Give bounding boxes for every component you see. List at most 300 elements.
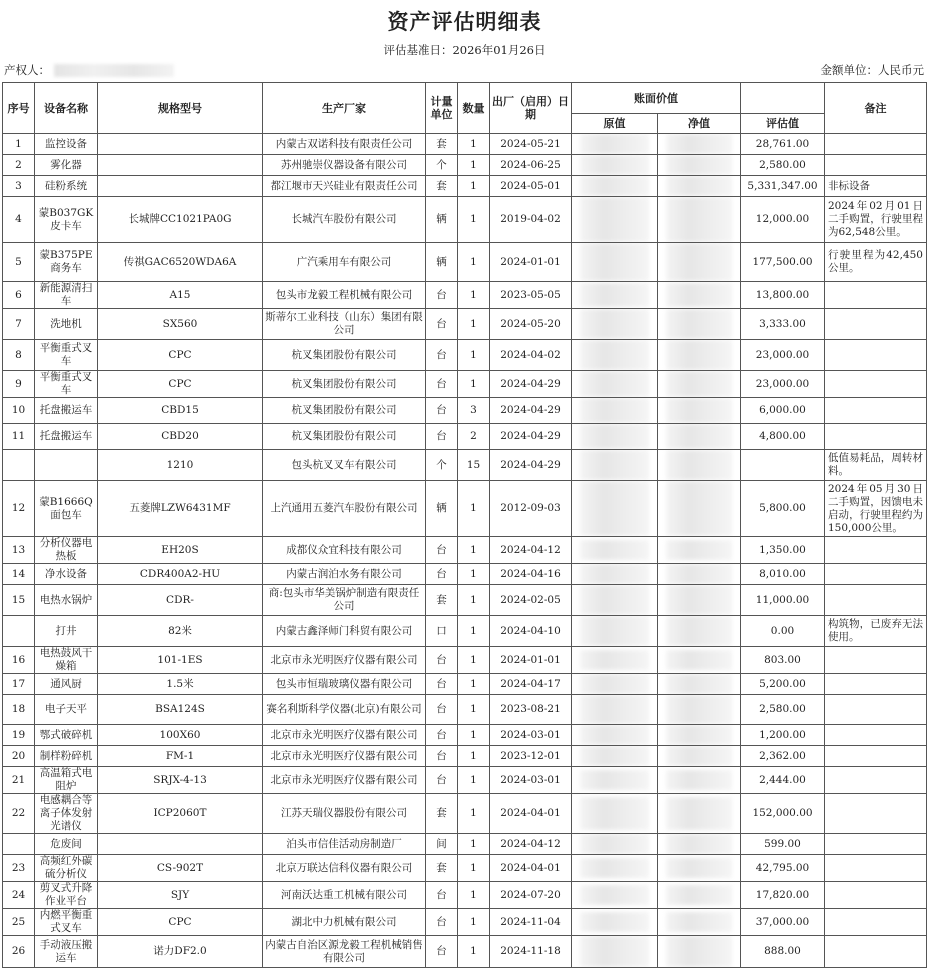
remark-cell xyxy=(825,725,927,746)
seq-cell: 15 xyxy=(3,585,35,616)
seq-cell: 23 xyxy=(3,855,35,882)
seq-cell: 2 xyxy=(3,155,35,176)
qty-cell: 1 xyxy=(458,767,490,794)
unit-cell: 台 xyxy=(426,882,458,909)
qty-cell: 1 xyxy=(458,616,490,647)
original-redacted xyxy=(572,834,658,855)
remark-cell xyxy=(825,909,927,936)
unit-cell: 台 xyxy=(426,564,458,585)
seq-cell xyxy=(3,450,35,481)
asset-table xyxy=(2,82,927,968)
seq-cell: 22 xyxy=(3,794,35,834)
maker-cell: 北京市永光明医疗仪器有限公司 xyxy=(263,767,426,794)
net-redacted xyxy=(658,585,741,616)
table-row xyxy=(3,424,927,450)
original-redacted xyxy=(572,309,658,340)
date-cell: 2024-04-01 xyxy=(490,794,572,834)
model-cell: SJY xyxy=(98,882,263,909)
name-cell: 内燃平衡重式叉车 xyxy=(35,909,98,936)
appraised-cell: 28,761.00 xyxy=(741,134,825,155)
net-redacted xyxy=(658,197,741,243)
unit-cell: 台 xyxy=(426,398,458,424)
date-cell: 2023-05-05 xyxy=(490,282,572,309)
unit-cell: 套 xyxy=(426,585,458,616)
appraised-cell: 599.00 xyxy=(741,834,825,855)
model-cell xyxy=(98,134,263,155)
qty-cell: 15 xyxy=(458,450,490,481)
remark-cell xyxy=(825,537,927,564)
name-cell: 危废间 xyxy=(35,834,98,855)
maker-cell: 都江堰市天兴硅业有限责任公司 xyxy=(263,176,426,197)
original-redacted xyxy=(572,725,658,746)
maker-cell: 湖北中力机械有限公司 xyxy=(263,909,426,936)
date-cell: 2024-07-20 xyxy=(490,882,572,909)
table-row xyxy=(3,794,927,834)
seq-cell: 20 xyxy=(3,746,35,767)
qty-cell: 1 xyxy=(458,674,490,695)
date-cell: 2024-04-12 xyxy=(490,834,572,855)
appraised-cell: 0.00 xyxy=(741,616,825,647)
model-cell: CPC xyxy=(98,909,263,936)
table-row xyxy=(3,855,927,882)
model-cell: CDR- xyxy=(98,585,263,616)
name-cell: 平衡重式叉车 xyxy=(35,371,98,398)
net-redacted xyxy=(658,340,741,371)
table-row xyxy=(3,537,927,564)
table-row xyxy=(3,936,927,968)
original-redacted xyxy=(572,340,658,371)
seq-cell xyxy=(3,834,35,855)
name-cell: 平衡重式叉车 xyxy=(35,340,98,371)
net-redacted xyxy=(658,564,741,585)
table-row xyxy=(3,481,927,537)
name-cell: 托盘搬运车 xyxy=(35,398,98,424)
seq-cell: 25 xyxy=(3,909,35,936)
original-redacted xyxy=(572,450,658,481)
original-redacted xyxy=(572,794,658,834)
net-redacted xyxy=(658,882,741,909)
model-cell: CBD15 xyxy=(98,398,263,424)
table-row xyxy=(3,767,927,794)
original-redacted xyxy=(572,424,658,450)
maker-cell: 内蒙古鑫泽师门科贸有限公司 xyxy=(263,616,426,647)
name-cell: 鄂式破碎机 xyxy=(35,725,98,746)
seq-cell: 13 xyxy=(3,537,35,564)
original-redacted xyxy=(572,882,658,909)
table-row xyxy=(3,882,927,909)
unit-cell: 套 xyxy=(426,794,458,834)
remark-cell xyxy=(825,564,927,585)
remark-cell: 低值易耗品，周转材料。 xyxy=(825,450,927,481)
appraised-cell: 2,580.00 xyxy=(741,155,825,176)
appraised-cell: 11,000.00 xyxy=(741,585,825,616)
original-redacted xyxy=(572,398,658,424)
model-cell: CPC xyxy=(98,340,263,371)
qty-cell: 1 xyxy=(458,176,490,197)
maker-cell: 斯蒂尔工业科技（山东）集团有限公司 xyxy=(263,309,426,340)
date-cell: 2024-03-01 xyxy=(490,725,572,746)
original-redacted xyxy=(572,767,658,794)
unit-cell: 台 xyxy=(426,909,458,936)
model-cell: 101-1ES xyxy=(98,647,263,674)
net-redacted xyxy=(658,155,741,176)
qty-cell: 1 xyxy=(458,725,490,746)
date-cell: 2023-08-21 xyxy=(490,695,572,725)
net-redacted xyxy=(658,176,741,197)
appraised-cell: 23,000.00 xyxy=(741,371,825,398)
name-cell: 分析仪器电热板 xyxy=(35,537,98,564)
name-cell: 电感耦合等离子体发射光谱仪 xyxy=(35,794,98,834)
maker-cell: 内蒙古自治区源龙毅工程机械销售有限公司 xyxy=(263,936,426,968)
date-cell: 2024-04-29 xyxy=(490,424,572,450)
qty-cell: 1 xyxy=(458,243,490,282)
remark-cell: 非标设备 xyxy=(825,176,927,197)
seq-cell: 8 xyxy=(3,340,35,371)
name-cell: 手动液压搬运车 xyxy=(35,936,98,968)
unit-cell: 台 xyxy=(426,746,458,767)
date-cell: 2024-04-10 xyxy=(490,616,572,647)
seq-cell: 17 xyxy=(3,674,35,695)
name-cell: 制样粉碎机 xyxy=(35,746,98,767)
seq-cell: 11 xyxy=(3,424,35,450)
unit-cell: 台 xyxy=(426,767,458,794)
name-cell: 电热鼓风干燥箱 xyxy=(35,647,98,674)
name-cell: 硅粉系统 xyxy=(35,176,98,197)
seq-cell: 14 xyxy=(3,564,35,585)
header-name: 设备名称 xyxy=(35,83,98,134)
model-cell: SRJX-4-13 xyxy=(98,767,263,794)
model-cell xyxy=(98,176,263,197)
header-appraised-top xyxy=(741,83,825,114)
qty-cell: 1 xyxy=(458,537,490,564)
name-cell: 高温箱式电阻炉 xyxy=(35,767,98,794)
qty-cell: 1 xyxy=(458,794,490,834)
date-cell: 2024-05-20 xyxy=(490,309,572,340)
name-cell: 监控设备 xyxy=(35,134,98,155)
unit-cell: 个 xyxy=(426,450,458,481)
maker-cell: 泊头市信佳活动房制造厂 xyxy=(263,834,426,855)
unit-cell: 套 xyxy=(426,134,458,155)
page-title: 资产评估明细表 xyxy=(387,10,542,34)
table-row xyxy=(3,398,927,424)
model-cell: CS-902T xyxy=(98,855,263,882)
qty-cell: 1 xyxy=(458,564,490,585)
name-cell: 净水设备 xyxy=(35,564,98,585)
qty-cell: 1 xyxy=(458,134,490,155)
original-redacted xyxy=(572,155,658,176)
date-cell: 2024-04-29 xyxy=(490,371,572,398)
original-redacted xyxy=(572,855,658,882)
model-cell: 100X60 xyxy=(98,725,263,746)
remark-cell xyxy=(825,746,927,767)
original-redacted xyxy=(572,243,658,282)
seq-cell: 10 xyxy=(3,398,35,424)
name-cell: 通风厨 xyxy=(35,674,98,695)
original-redacted xyxy=(572,537,658,564)
remark-cell xyxy=(825,309,927,340)
header-date: 出厂（启用）日期 xyxy=(490,83,572,134)
unit-cell: 间 xyxy=(426,834,458,855)
model-cell: EH20S xyxy=(98,537,263,564)
date-cell: 2024-03-01 xyxy=(490,767,572,794)
appraised-cell xyxy=(741,450,825,481)
table-row xyxy=(3,197,927,243)
table-row xyxy=(3,243,927,282)
appraised-cell: 12,000.00 xyxy=(741,197,825,243)
model-cell: 82米 xyxy=(98,616,263,647)
net-redacted xyxy=(658,282,741,309)
qty-cell: 1 xyxy=(458,746,490,767)
original-redacted xyxy=(572,936,658,968)
remark-cell xyxy=(825,585,927,616)
original-redacted xyxy=(572,616,658,647)
date-cell: 2024-04-29 xyxy=(490,450,572,481)
qty-cell: 1 xyxy=(458,340,490,371)
model-cell: 五菱牌LZW6431MF xyxy=(98,481,263,537)
maker-cell: 广汽乘用车有限公司 xyxy=(263,243,426,282)
name-cell: 剪叉式升降作业平台 xyxy=(35,882,98,909)
model-cell: CDR400A2-HU xyxy=(98,564,263,585)
table-row xyxy=(3,746,927,767)
net-redacted xyxy=(658,134,741,155)
name-cell: 托盘搬运车 xyxy=(35,424,98,450)
currency-unit: 金额单位：人民币元 xyxy=(820,63,924,77)
maker-cell: 苏州驰崇仪器设备有限公司 xyxy=(263,155,426,176)
maker-cell: 赛名利斯科学仪器(北京)有限公司 xyxy=(263,695,426,725)
net-redacted xyxy=(658,767,741,794)
table-row xyxy=(3,564,927,585)
table-row xyxy=(3,695,927,725)
owner xyxy=(4,62,174,78)
date-cell: 2024-04-29 xyxy=(490,398,572,424)
model-cell: BSA124S xyxy=(98,695,263,725)
net-redacted xyxy=(658,616,741,647)
unit-cell: 套 xyxy=(426,855,458,882)
header-original: 原值 xyxy=(572,114,658,134)
appraised-cell: 5,331,347.00 xyxy=(741,176,825,197)
table-row xyxy=(3,647,927,674)
remark-cell xyxy=(825,674,927,695)
net-redacted xyxy=(658,243,741,282)
table-row xyxy=(3,585,927,616)
model-cell: 传祺GAC6520WDA6A xyxy=(98,243,263,282)
model-cell: FM-1 xyxy=(98,746,263,767)
seq-cell xyxy=(3,616,35,647)
qty-cell: 1 xyxy=(458,371,490,398)
seq-cell: 19 xyxy=(3,725,35,746)
original-redacted xyxy=(572,282,658,309)
model-cell: CPC xyxy=(98,371,263,398)
seq-cell: 1 xyxy=(3,134,35,155)
seq-cell: 6 xyxy=(3,282,35,309)
unit-cell: 台 xyxy=(426,674,458,695)
remark-cell: 构筑物，已废弃无法使用。 xyxy=(825,616,927,647)
table-row xyxy=(3,725,927,746)
qty-cell: 1 xyxy=(458,882,490,909)
unit-cell: 台 xyxy=(426,537,458,564)
appraised-cell: 2,444.00 xyxy=(741,767,825,794)
appraised-cell: 23,000.00 xyxy=(741,340,825,371)
qty-cell: 1 xyxy=(458,155,490,176)
appraised-cell: 5,200.00 xyxy=(741,674,825,695)
maker-cell: 包头市龙毅工程机械有限公司 xyxy=(263,282,426,309)
maker-cell: 河南沃达重工机械有限公司 xyxy=(263,882,426,909)
net-redacted xyxy=(658,371,741,398)
header-net: 净值 xyxy=(658,114,741,134)
appraised-cell: 2,580.00 xyxy=(741,695,825,725)
remark-cell xyxy=(825,834,927,855)
remark-cell: 2024年05月30日二手购置，因馈电未启动，行驶里程约为150,000公里。 xyxy=(825,481,927,537)
model-cell xyxy=(98,834,263,855)
base-date: 评估基准日：2026年01月26日 xyxy=(383,43,546,57)
date-cell: 2024-11-18 xyxy=(490,936,572,968)
original-redacted xyxy=(572,647,658,674)
original-redacted xyxy=(572,585,658,616)
net-redacted xyxy=(658,674,741,695)
model-cell xyxy=(98,155,263,176)
unit-cell: 台 xyxy=(426,725,458,746)
name-cell: 新能源清扫车 xyxy=(35,282,98,309)
appraised-cell: 3,333.00 xyxy=(741,309,825,340)
remark-cell: 行驶里程为42,450公里。 xyxy=(825,243,927,282)
appraised-cell: 42,795.00 xyxy=(741,855,825,882)
header-unit: 计量单位 xyxy=(426,83,458,134)
table-row xyxy=(3,616,927,647)
unit-cell: 台 xyxy=(426,340,458,371)
remark-cell xyxy=(825,371,927,398)
net-redacted xyxy=(658,450,741,481)
qty-cell: 3 xyxy=(458,398,490,424)
maker-cell: 北京市永光明医疗仪器有限公司 xyxy=(263,746,426,767)
qty-cell: 1 xyxy=(458,309,490,340)
maker-cell: 北京市永光明医疗仪器有限公司 xyxy=(263,725,426,746)
maker-cell: 长城汽车股份有限公司 xyxy=(263,197,426,243)
unit-cell: 台 xyxy=(426,371,458,398)
table-row xyxy=(3,155,927,176)
header-model: 规格型号 xyxy=(98,83,263,134)
date-cell: 2019-04-02 xyxy=(490,197,572,243)
table-row xyxy=(3,282,927,309)
maker-cell: 江苏天瑞仪器股份有限公司 xyxy=(263,794,426,834)
unit-cell: 辆 xyxy=(426,197,458,243)
maker-cell: 杭叉集团股份有限公司 xyxy=(263,398,426,424)
model-cell: 1.5米 xyxy=(98,674,263,695)
table-row xyxy=(3,134,927,155)
maker-cell: 内蒙古双诺科技有限责任公司 xyxy=(263,134,426,155)
header-book-value: 账面价值 xyxy=(572,83,741,114)
date-cell: 2024-06-25 xyxy=(490,155,572,176)
date-cell: 2012-09-03 xyxy=(490,481,572,537)
unit-cell: 口 xyxy=(426,616,458,647)
net-redacted xyxy=(658,794,741,834)
unit-cell: 套 xyxy=(426,176,458,197)
original-redacted xyxy=(572,176,658,197)
qty-cell: 1 xyxy=(458,282,490,309)
remark-cell xyxy=(825,695,927,725)
original-redacted xyxy=(572,481,658,537)
appraised-cell: 803.00 xyxy=(741,647,825,674)
net-redacted xyxy=(658,309,741,340)
seq-cell: 21 xyxy=(3,767,35,794)
model-cell: SX560 xyxy=(98,309,263,340)
unit-cell: 辆 xyxy=(426,243,458,282)
date-cell: 2024-04-17 xyxy=(490,674,572,695)
seq-cell: 24 xyxy=(3,882,35,909)
appraised-cell: 8,010.00 xyxy=(741,564,825,585)
unit-cell: 台 xyxy=(426,695,458,725)
date-cell: 2024-02-05 xyxy=(490,585,572,616)
name-cell: 蒙B1666Q面包车 xyxy=(35,481,98,537)
original-redacted xyxy=(572,564,658,585)
net-redacted xyxy=(658,909,741,936)
remark-cell xyxy=(825,134,927,155)
seq-cell: 3 xyxy=(3,176,35,197)
name-cell: 电热水锅炉 xyxy=(35,585,98,616)
remark-cell xyxy=(825,424,927,450)
original-redacted xyxy=(572,197,658,243)
appraised-cell: 177,500.00 xyxy=(741,243,825,282)
maker-cell: 北京万联达信科仪器有限公司 xyxy=(263,855,426,882)
date-cell: 2023-12-01 xyxy=(490,746,572,767)
table-row xyxy=(3,340,927,371)
owner-redacted xyxy=(54,64,174,77)
maker-cell: 商:包头市华美锅炉制造有限责任公司 xyxy=(263,585,426,616)
remark-cell xyxy=(825,647,927,674)
model-cell: A15 xyxy=(98,282,263,309)
name-cell: 雾化器 xyxy=(35,155,98,176)
name-cell: 蒙B375PE商务车 xyxy=(35,243,98,282)
original-redacted xyxy=(572,695,658,725)
maker-cell: 内蒙古润泊水务有限公司 xyxy=(263,564,426,585)
header-appraised: 评估值 xyxy=(741,114,825,134)
model-cell: CBD20 xyxy=(98,424,263,450)
maker-cell: 杭叉集团股份有限公司 xyxy=(263,340,426,371)
date-cell: 2024-04-01 xyxy=(490,855,572,882)
date-cell: 2024-01-01 xyxy=(490,647,572,674)
net-redacted xyxy=(658,725,741,746)
appraised-cell: 888.00 xyxy=(741,936,825,968)
maker-cell: 包头市恒瑞玻璃仪器有限公司 xyxy=(263,674,426,695)
date-cell: 2024-04-02 xyxy=(490,340,572,371)
maker-cell: 杭叉集团股份有限公司 xyxy=(263,424,426,450)
net-redacted xyxy=(658,936,741,968)
qty-cell: 1 xyxy=(458,481,490,537)
name-cell xyxy=(35,450,98,481)
unit-cell: 辆 xyxy=(426,481,458,537)
model-cell: 1210 xyxy=(98,450,263,481)
appraised-cell: 13,800.00 xyxy=(741,282,825,309)
seq-cell: 18 xyxy=(3,695,35,725)
remark-cell xyxy=(825,282,927,309)
appraised-cell: 6,000.00 xyxy=(741,398,825,424)
remark-cell xyxy=(825,155,927,176)
appraised-cell: 2,362.00 xyxy=(741,746,825,767)
net-redacted xyxy=(658,855,741,882)
remark-cell xyxy=(825,794,927,834)
maker-cell: 成都仪众宜科技有限公司 xyxy=(263,537,426,564)
original-redacted xyxy=(572,746,658,767)
unit-cell: 台 xyxy=(426,936,458,968)
net-redacted xyxy=(658,695,741,725)
net-redacted xyxy=(658,834,741,855)
unit-cell: 台 xyxy=(426,282,458,309)
remark-cell: 2024年02月01日二手购置，行驶里程为62,548公里。 xyxy=(825,197,927,243)
seq-cell: 5 xyxy=(3,243,35,282)
table-row xyxy=(3,834,927,855)
seq-cell: 16 xyxy=(3,647,35,674)
owner-label: 产权人： xyxy=(4,63,50,77)
table-row xyxy=(3,176,927,197)
